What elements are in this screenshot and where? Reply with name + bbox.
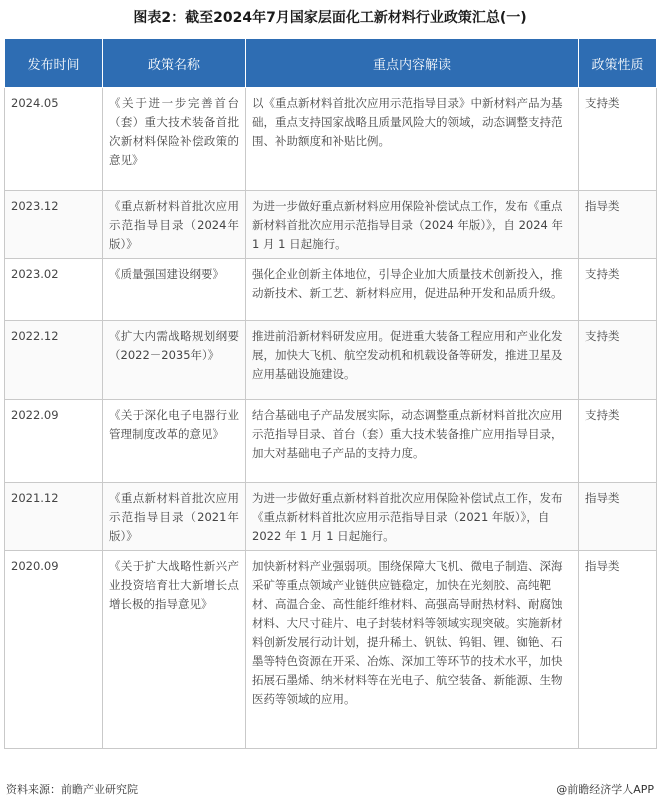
row-policy-name: 《关于进一步完善首台（套）重大技术装备首批次新材料保险补偿政策的意见》 <box>103 88 246 191</box>
row-policy-type: 指导类 <box>579 551 657 749</box>
row-date: 2023.02 <box>5 259 103 321</box>
source-note: 资料来源：前瞻产业研究院 <box>6 783 138 796</box>
header-date: 发布时间 <box>5 39 103 88</box>
row-content: 加快新材料产业强弱项。围绕保障大飞机、微电子制造、深海采矿等重点领域产业链供应链稳定，加快在光刻胶、高纯靶材、高温合金、高性能纤维材料、高强高导耐热材料、耐腐蚀材料、大尺寸硅片、电子封装材料等领域实现突破。实施新材料创新发展行动计划，提升稀土、钒钛、钨钼、锂、铷铯、石墨等特色资源在开采、冶炼、深加工等环节的技术水平，加快拓展石墨烯、纳米材料等在光电子、航空装备、新能源、生物医药等领域的应用。 <box>246 551 579 749</box>
table-row <box>5 321 657 400</box>
row-policy-name: 《重点新材料首批次应用示范指导目录（2024年版）》 <box>103 191 246 259</box>
row-content: 强化企业创新主体地位，引导企业加大质量技术创新投入，推动新技术、新工艺、新材料应用，促进品种开发和品质升级。 <box>246 259 579 321</box>
table-header-row <box>5 39 657 88</box>
row-policy-type: 指导类 <box>579 483 657 551</box>
row-policy-name: 《关于扩大战略性新兴产业投资培育壮大新增长点增长极的指导意见》 <box>103 551 246 749</box>
row-content: 推进前沿新材料研发应用。促进重大装备工程应用和产业化发展，加快大飞机、航空发动机和机载设备等研发，推进卫星及应用基础设施建设。 <box>246 321 579 400</box>
row-policy-type: 指导类 <box>579 191 657 259</box>
row-policy-name: 《重点新材料首批次应用示范指导目录（2021年版）》 <box>103 483 246 551</box>
row-policy-type: 支持类 <box>579 88 657 191</box>
row-policy-name: 《关于深化电子电器行业管理制度改革的意见》 <box>103 400 246 483</box>
table-row <box>5 191 657 259</box>
row-content: 结合基础电子产品发展实际，动态调整重点新材料首批次应用示范指导目录、首台（套）重大技术装备推广应用指导目录，加大对基础电子产品的支持力度。 <box>246 400 579 483</box>
table-row <box>5 88 657 191</box>
row-policy-type: 支持类 <box>579 259 657 321</box>
row-date: 2022.12 <box>5 321 103 400</box>
row-policy-type: 支持类 <box>579 400 657 483</box>
row-content: 以《重点新材料首批次应用示范指导目录》中新材料产品为基础，重点支持国家战略且质量风险大的领域，动态调整支持范围、补助额度和补贴比例。 <box>246 88 579 191</box>
row-policy-name: 《质量强国建设纲要》 <box>103 259 246 321</box>
row-policy-type: 支持类 <box>579 321 657 400</box>
row-date: 2020.09 <box>5 551 103 749</box>
header-policy-type: 政策性质 <box>579 39 657 88</box>
header-policy-name: 政策名称 <box>103 39 246 88</box>
table-row <box>5 483 657 551</box>
brand-credit: @前瞻经济学人APP <box>556 783 654 796</box>
row-date: 2022.09 <box>5 400 103 483</box>
row-content: 为进一步做好重点新材料应用保险补偿试点工作，发布《重点新材料首批次应用示范指导目录（2024 年版）》，自 2024 年 1 月 1 日起施行。 <box>246 191 579 259</box>
footer <box>6 781 654 801</box>
row-date: 2024.05 <box>5 88 103 191</box>
table-row <box>5 259 657 321</box>
table-row <box>5 551 657 749</box>
row-policy-name: 《扩大内需战略规划纲要（2022－2035年）》 <box>103 321 246 400</box>
policy-table <box>4 38 657 749</box>
header-content: 重点内容解读 <box>246 39 579 88</box>
table-row <box>5 400 657 483</box>
chart-title: 图表2：截至2024年7月国家层面化工新材料行业政策汇总(一) <box>133 10 527 26</box>
row-date: 2021.12 <box>5 483 103 551</box>
row-date: 2023.12 <box>5 191 103 259</box>
row-content: 为进一步做好重点新材料首批次应用保险补偿试点工作，发布《重点新材料首批次应用示范指导目录（2021 年版）》，自 2022 年 1 月 1 日起施行。 <box>246 483 579 551</box>
